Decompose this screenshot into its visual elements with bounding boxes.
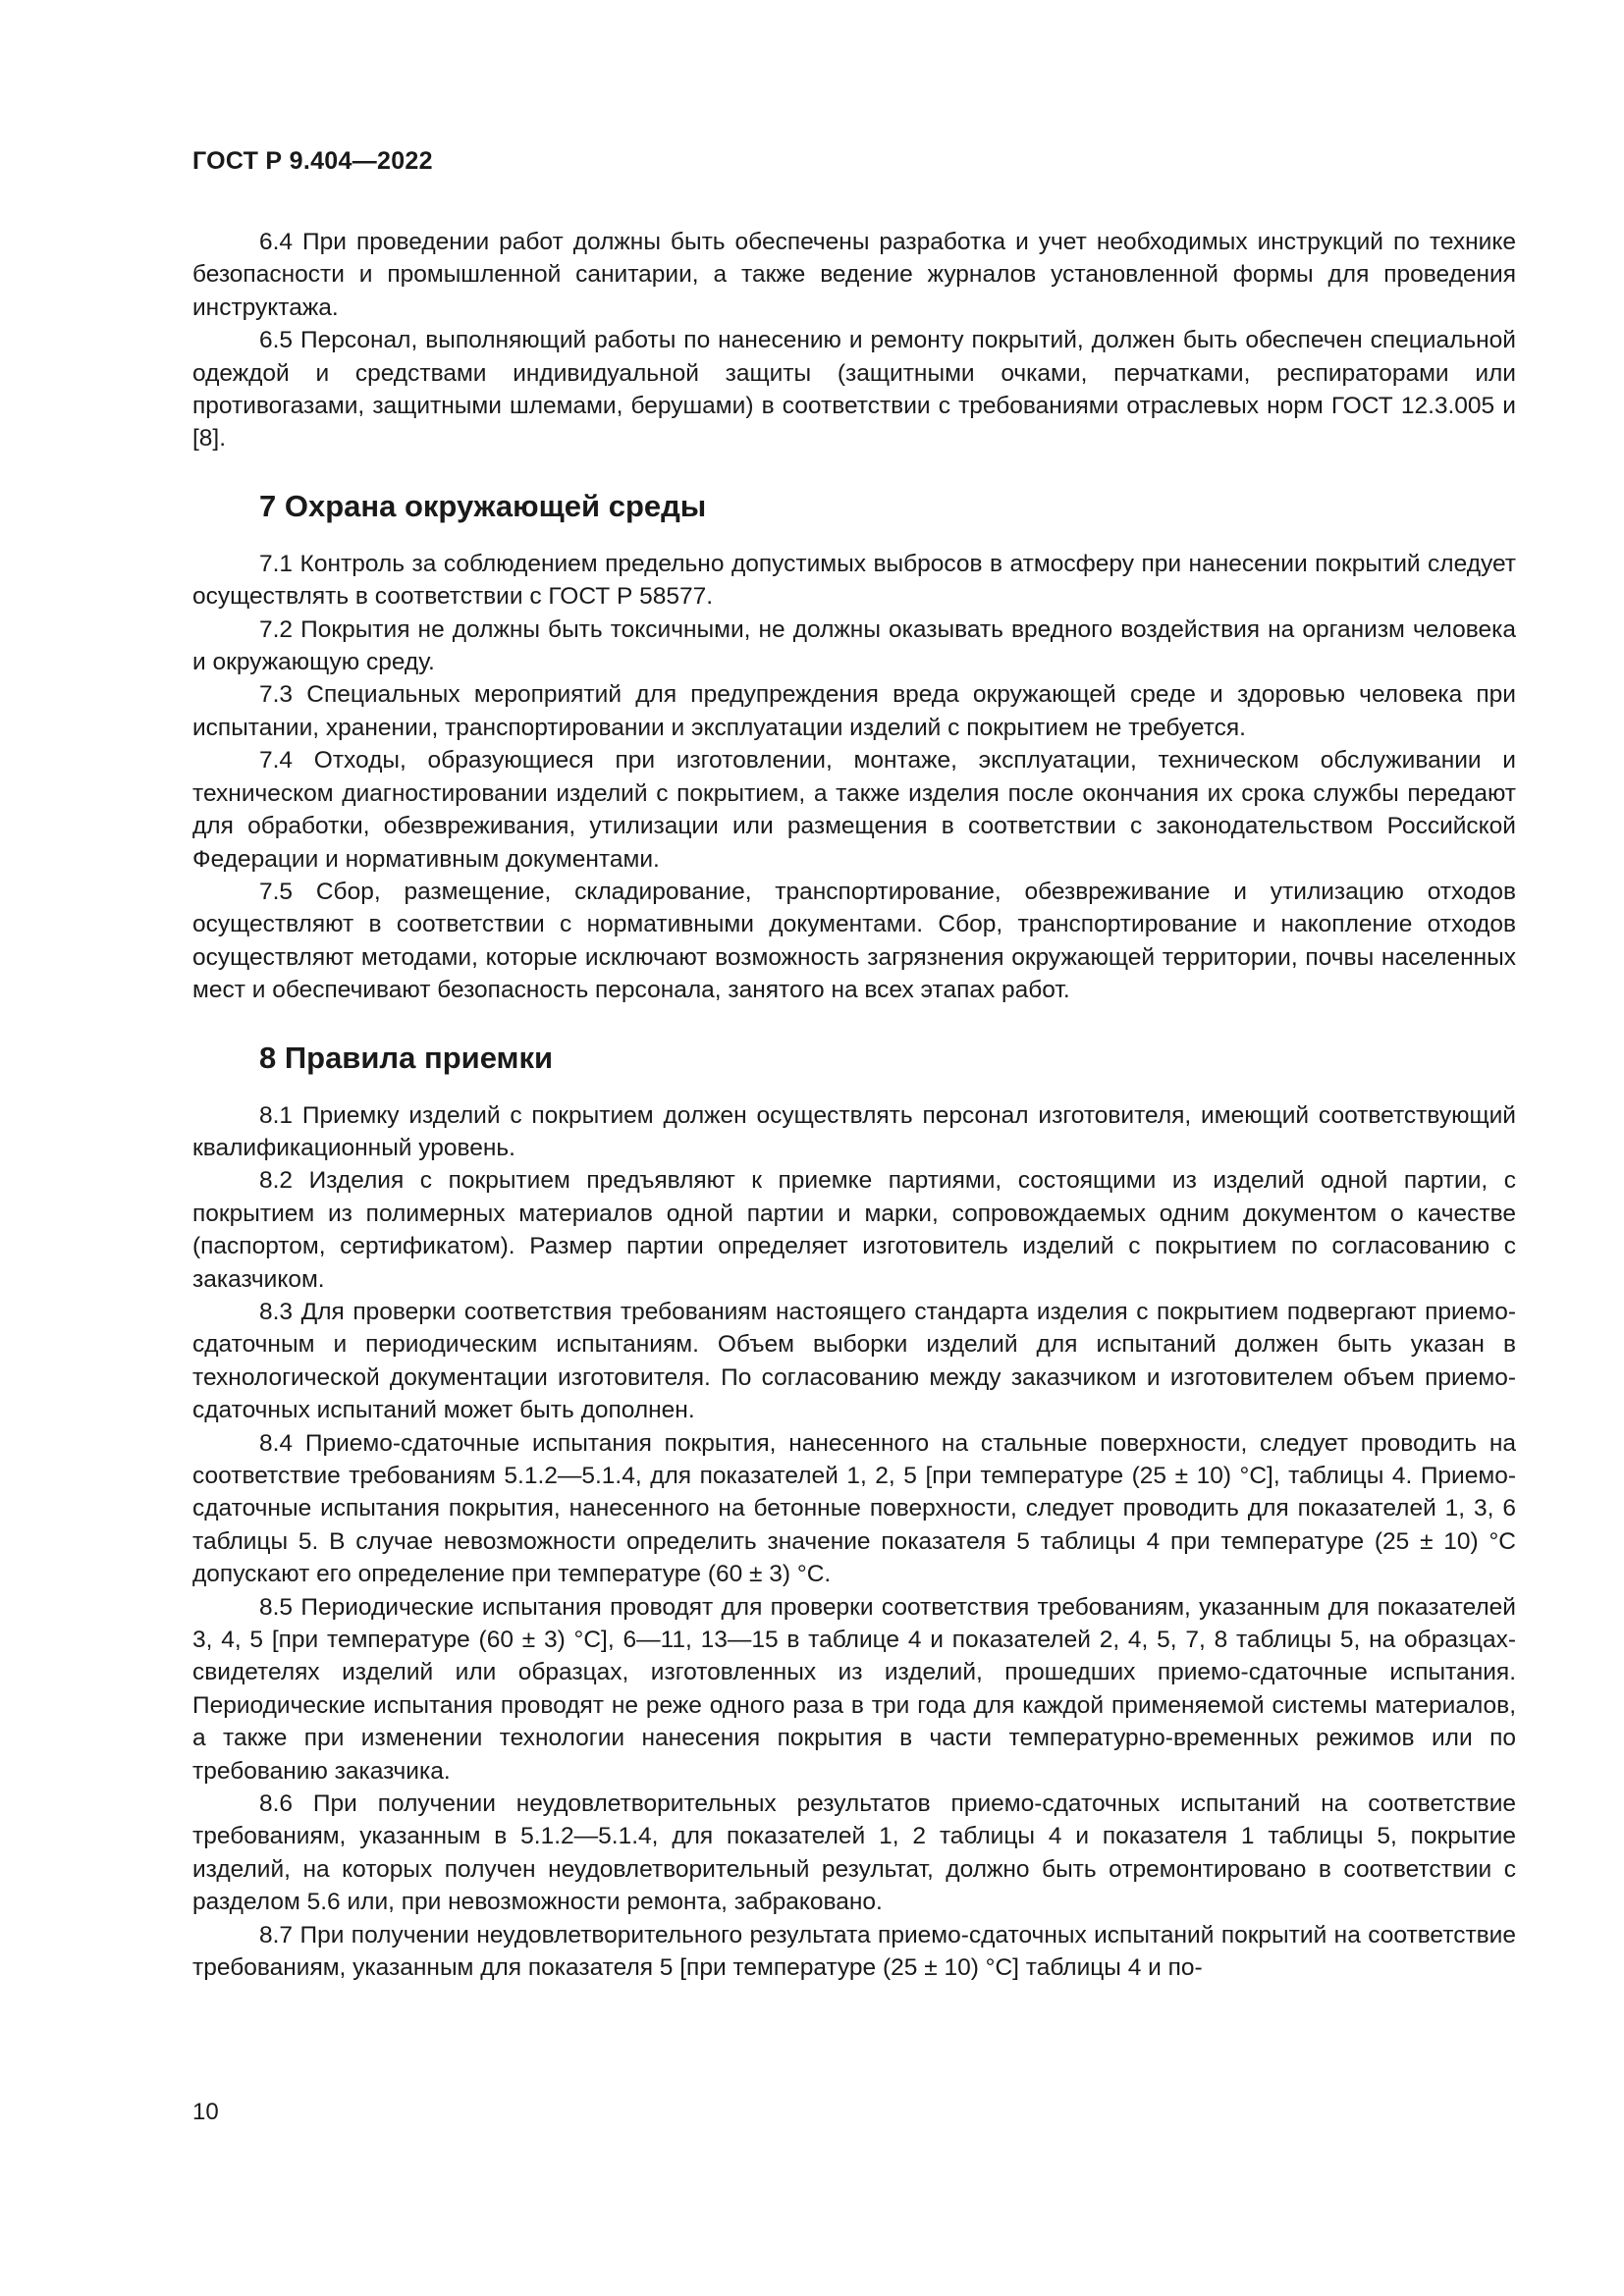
section-8-heading: 8 Правила приемки (259, 1040, 554, 1075)
section-7-heading: 7 Охрана окружающей среды (259, 488, 707, 523)
paragraph-8-2: 8.2 Изделия с покрытием предъявляют к приемке партиями, состоящими из изделий одной партии, с покрытием из полимерных материалов одной партии и марки, сопровождаемых одним документом о качестве (паспортом, сертификатом). Размер партии определяет изготовитель изделий с покрытием по согласованию с заказчиком. (192, 1167, 1516, 1293)
paragraph-7-1: 7.1 Контроль за соблюдением предельно допустимых выбросов в атмосферу при нанесении покрытий следует осуществлять в соответствии с ГОСТ Р 58577. (192, 550, 1516, 611)
paragraph-7-2: 7.2 Покрытия не должны быть токсичными, не должны оказывать вредного воздействия на организм человека и окружающую среду. (192, 615, 1516, 676)
paragraph-8-7: 8.7 При получении неудовлетворительного результата приемо-сдаточных испытаний покрытий на соответствие требованиям, указанным для показателя 5 [при температуре (25 ± 10) °С] таблицы 4 и по- (192, 1921, 1516, 1982)
paragraph-6-4: 6.4 При проведении работ должны быть обеспечены разработка и учет необходимых инструкций по технике безопасности и промышленной санитарии, а также ведение журналов установленной формы для проведения инструктажа. (192, 229, 1516, 321)
paragraph-8-5: 8.5 Периодические испытания проводят для проверки соответствия требованиям, указанным для показателей 3, 4, 5 [при температуре (60 ± 3) °С], 6—11, 13—15 в таблице 4 и показателей 2, 4, 5, 7, 8 таблицы 5, на образцах-свидетелях изделий или образцах, изготовленных из изделий, прошедших приемо-сдаточные испытания. Периодические испытания проводят не реже одного раза в три года для каждой применяемой системы материалов, а также при изменении технологии нанесения покрытия в части температурно-временных режимов или по требованию заказчика. (192, 1593, 1516, 1785)
paragraph-8-1: 8.1 Приемку изделий с покрытием должен осуществлять персонал изготовителя, имеющий соответствующий квалификационный уровень. (192, 1101, 1516, 1161)
document-body (192, 226, 1516, 1985)
paragraph-7-3: 7.3 Специальных мероприятий для предупреждения вреда окружающей среде и здоровью человека при испытании, хранении, транспортировании и эксплуатации изделий с покрытием не требуется. (192, 681, 1516, 741)
section-8 (192, 1039, 1516, 1985)
page-number: 10 (192, 2099, 219, 2125)
paragraph-8-6: 8.6 При получении неудовлетворительных результатов приемо-сдаточных испытаний на соответствие требованиям, указанным в 5.1.2—5.1.4, для показателей 1, 2 таблицы 4 и показателя 1 таблицы 5, покрытие изделий, на которых получен неудовлетворительный результат, должно быть отремонтировано в соответствии с разделом 5.6 или, при невозможности ремонта, забраковано. (192, 1790, 1516, 1916)
paragraph-6-5: 6.5 Персонал, выполняющий работы по нанесению и ремонту покрытий, должен быть обеспечен специальной одеждой и средствами индивидуальной защиты (защитными очками, перчатками, респираторами или противогазами, защитными шлемами, берушами) в соответствии с требованиями отраслевых норм ГОСТ 12.3.005 и [8]. (192, 327, 1516, 453)
paragraph-7-5: 7.5 Сбор, размещение, складирование, транспортирование, обезвреживание и утилизацию отходов осуществляют в соответствии с нормативными документами. Сбор, транспортирование и накопление отходов осуществляют методами, которые исключают возможность загрязнения окружающей территории, почвы населенных мест и обеспечивают безопасность персонала, занятого на всех этапах работ. (192, 878, 1516, 1004)
document-header: ГОСТ Р 9.404—2022 (192, 147, 433, 175)
paragraph-8-3: 8.3 Для проверки соответствия требованиям настоящего стандарта изделия с покрытием подвергают приемо-сдаточным и периодическим испытаниям. Объем выборки изделий для испытаний должен быть указан в технологической документации изготовителя. По согласованию между заказчиком и изготовителем объем приемо-сдаточных испытаний может быть дополнен. (192, 1298, 1516, 1424)
paragraph-8-4: 8.4 Приемо-сдаточные испытания покрытия, нанесенного на стальные поверхности, следует проводить на соответствие требованиям 5.1.2—5.1.4, для показателей 1, 2, 5 [при температуре (25 ± 10) °С], таблицы 4. Приемо-сдаточные испытания покрытия, нанесенного на бетонные поверхности, следует проводить для показателей 1, 3, 6 таблицы 5. В случае невозможности определить значение показателя 5 таблицы 4 при температуре (25 ± 10) °С допускают его определение при температуре (60 ± 3) °С. (192, 1429, 1516, 1588)
section-6 (192, 226, 1516, 455)
section-7 (192, 487, 1516, 1007)
paragraph-7-4: 7.4 Отходы, образующиеся при изготовлении, монтаже, эксплуатации, техническом обслуживании и техническом диагностировании изделий с покрытием, а также изделия после окончания их срока службы передают для обработки, обезвреживания, утилизации или размещения в соответствии с законодательством Российской Федерации и нормативным документами. (192, 747, 1516, 873)
